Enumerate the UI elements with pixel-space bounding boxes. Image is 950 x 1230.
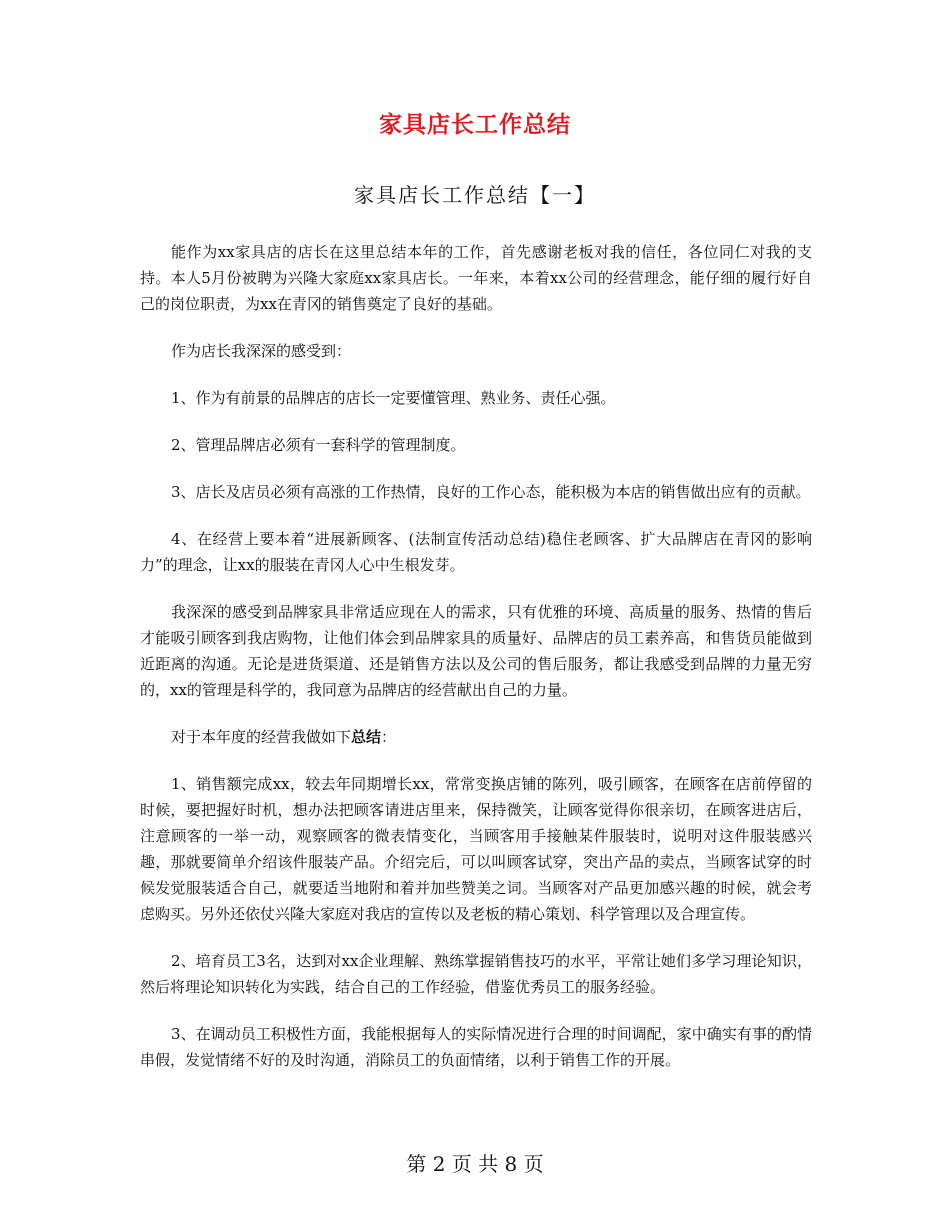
paragraph-summary-2: 2、培育员工3名，达到对xx企业理解、熟练掌握销售技巧的水平，平常让她们多学习理论知识，然后将理论知识转化为实践，结合自己的工作经验，借鉴优秀员工的服务经验。 (140, 952, 812, 996)
section-title: 家具店长工作总结【一】 (354, 183, 596, 207)
document-title: 家具店长工作总结 (379, 112, 571, 138)
page-footer: 第 2 页 共 8 页 (406, 1152, 544, 1176)
paragraph-intro: 能作为xx家具店的店长在这里总结本年的工作，首先感谢老板对我的信任，各位同仁对我的支持。本人5月份被聘为兴隆大家庭xx家具店长。一年来，本着xx公司的经营理念，能仔细的履行好自己的岗位职责，为xx在青冈的销售奠定了良好的基础。 (140, 243, 812, 313)
paragraph-summary-1: 1、销售额完成xx，较去年同期增长xx，常常变换店铺的陈列，吸引顾客，在顾客在店前停留的时候，要把握好时机，想办法把顾客请进店里来，保持微笑，让顾客觉得你很亲切，在顾客进店后，注意顾客的一举一动，观察顾客的微表情变化，当顾客用手接触某件服装时，说明对这件服装感兴趣，那就要简单介绍该件服装产品。介绍完后，可以叫顾客试穿，突出产品的卖点，当顾客试穿的时候发觉服装适合自己，就要适当地附和着并加些赞美之词。当顾客对产品更加感兴趣的时候，就会考虑购买。另外还依仗兴隆大家庭对我店的宣传以及老板的精心策划、科学管理以及合理宣传。 (140, 775, 812, 923)
paragraph-summary-intro (140, 724, 812, 750)
document-body (140, 239, 812, 1094)
paragraph-brand-feeling: 我深深的感受到品牌家具非常适应现在人的需求，只有优雅的环境、高质量的服务、热情的售后才能吸引顾客到我店购物，让他们体会到品牌家具的质量好、品牌店的员工素养高，和售货员能做到近距离的沟通。无论是进货渠道、还是销售方法以及公司的售后服务，都让我感受到品牌的力量无穷的，xx的管理是科学的，我同意为品牌店的经营献出自己的力量。 (140, 603, 812, 699)
summary-intro-bold: 总结 (351, 728, 382, 746)
summary-intro-prefix: 对于本年度的经营我做如下 (171, 728, 352, 746)
paragraph-summary-3: 3、在调动员工积极性方面，我能根据每人的实际情况进行合理的时间调配，家中确实有事的酌情串假，发觉情绪不好的及时沟通，消除员工的负面情绪，以利于销售工作的开展。 (140, 1025, 812, 1069)
paragraph-feelings-heading: 作为店长我深深的感受到： (171, 342, 352, 360)
paragraph-feeling-1: 1、作为有前景的品牌店的店长一定要懂管理、熟业务、责任心强。 (171, 389, 616, 407)
summary-intro-suffix: ： (381, 728, 397, 746)
paragraph-feeling-3: 3、店长及店员必须有高涨的工作热情，良好的工作心态，能积极为本店的销售做出应有的贡献。 (171, 483, 811, 501)
paragraph-feeling-4: 4、在经营上要本着“进展新顾客、(法制宣传活动总结)稳住老顾客、扩大品牌店在青冈的影响力”的理念，让xx的服装在青冈人心中生根发芽。 (140, 530, 812, 574)
paragraph-feeling-2: 2、管理品牌店必须有一套科学的管理制度。 (171, 436, 466, 454)
